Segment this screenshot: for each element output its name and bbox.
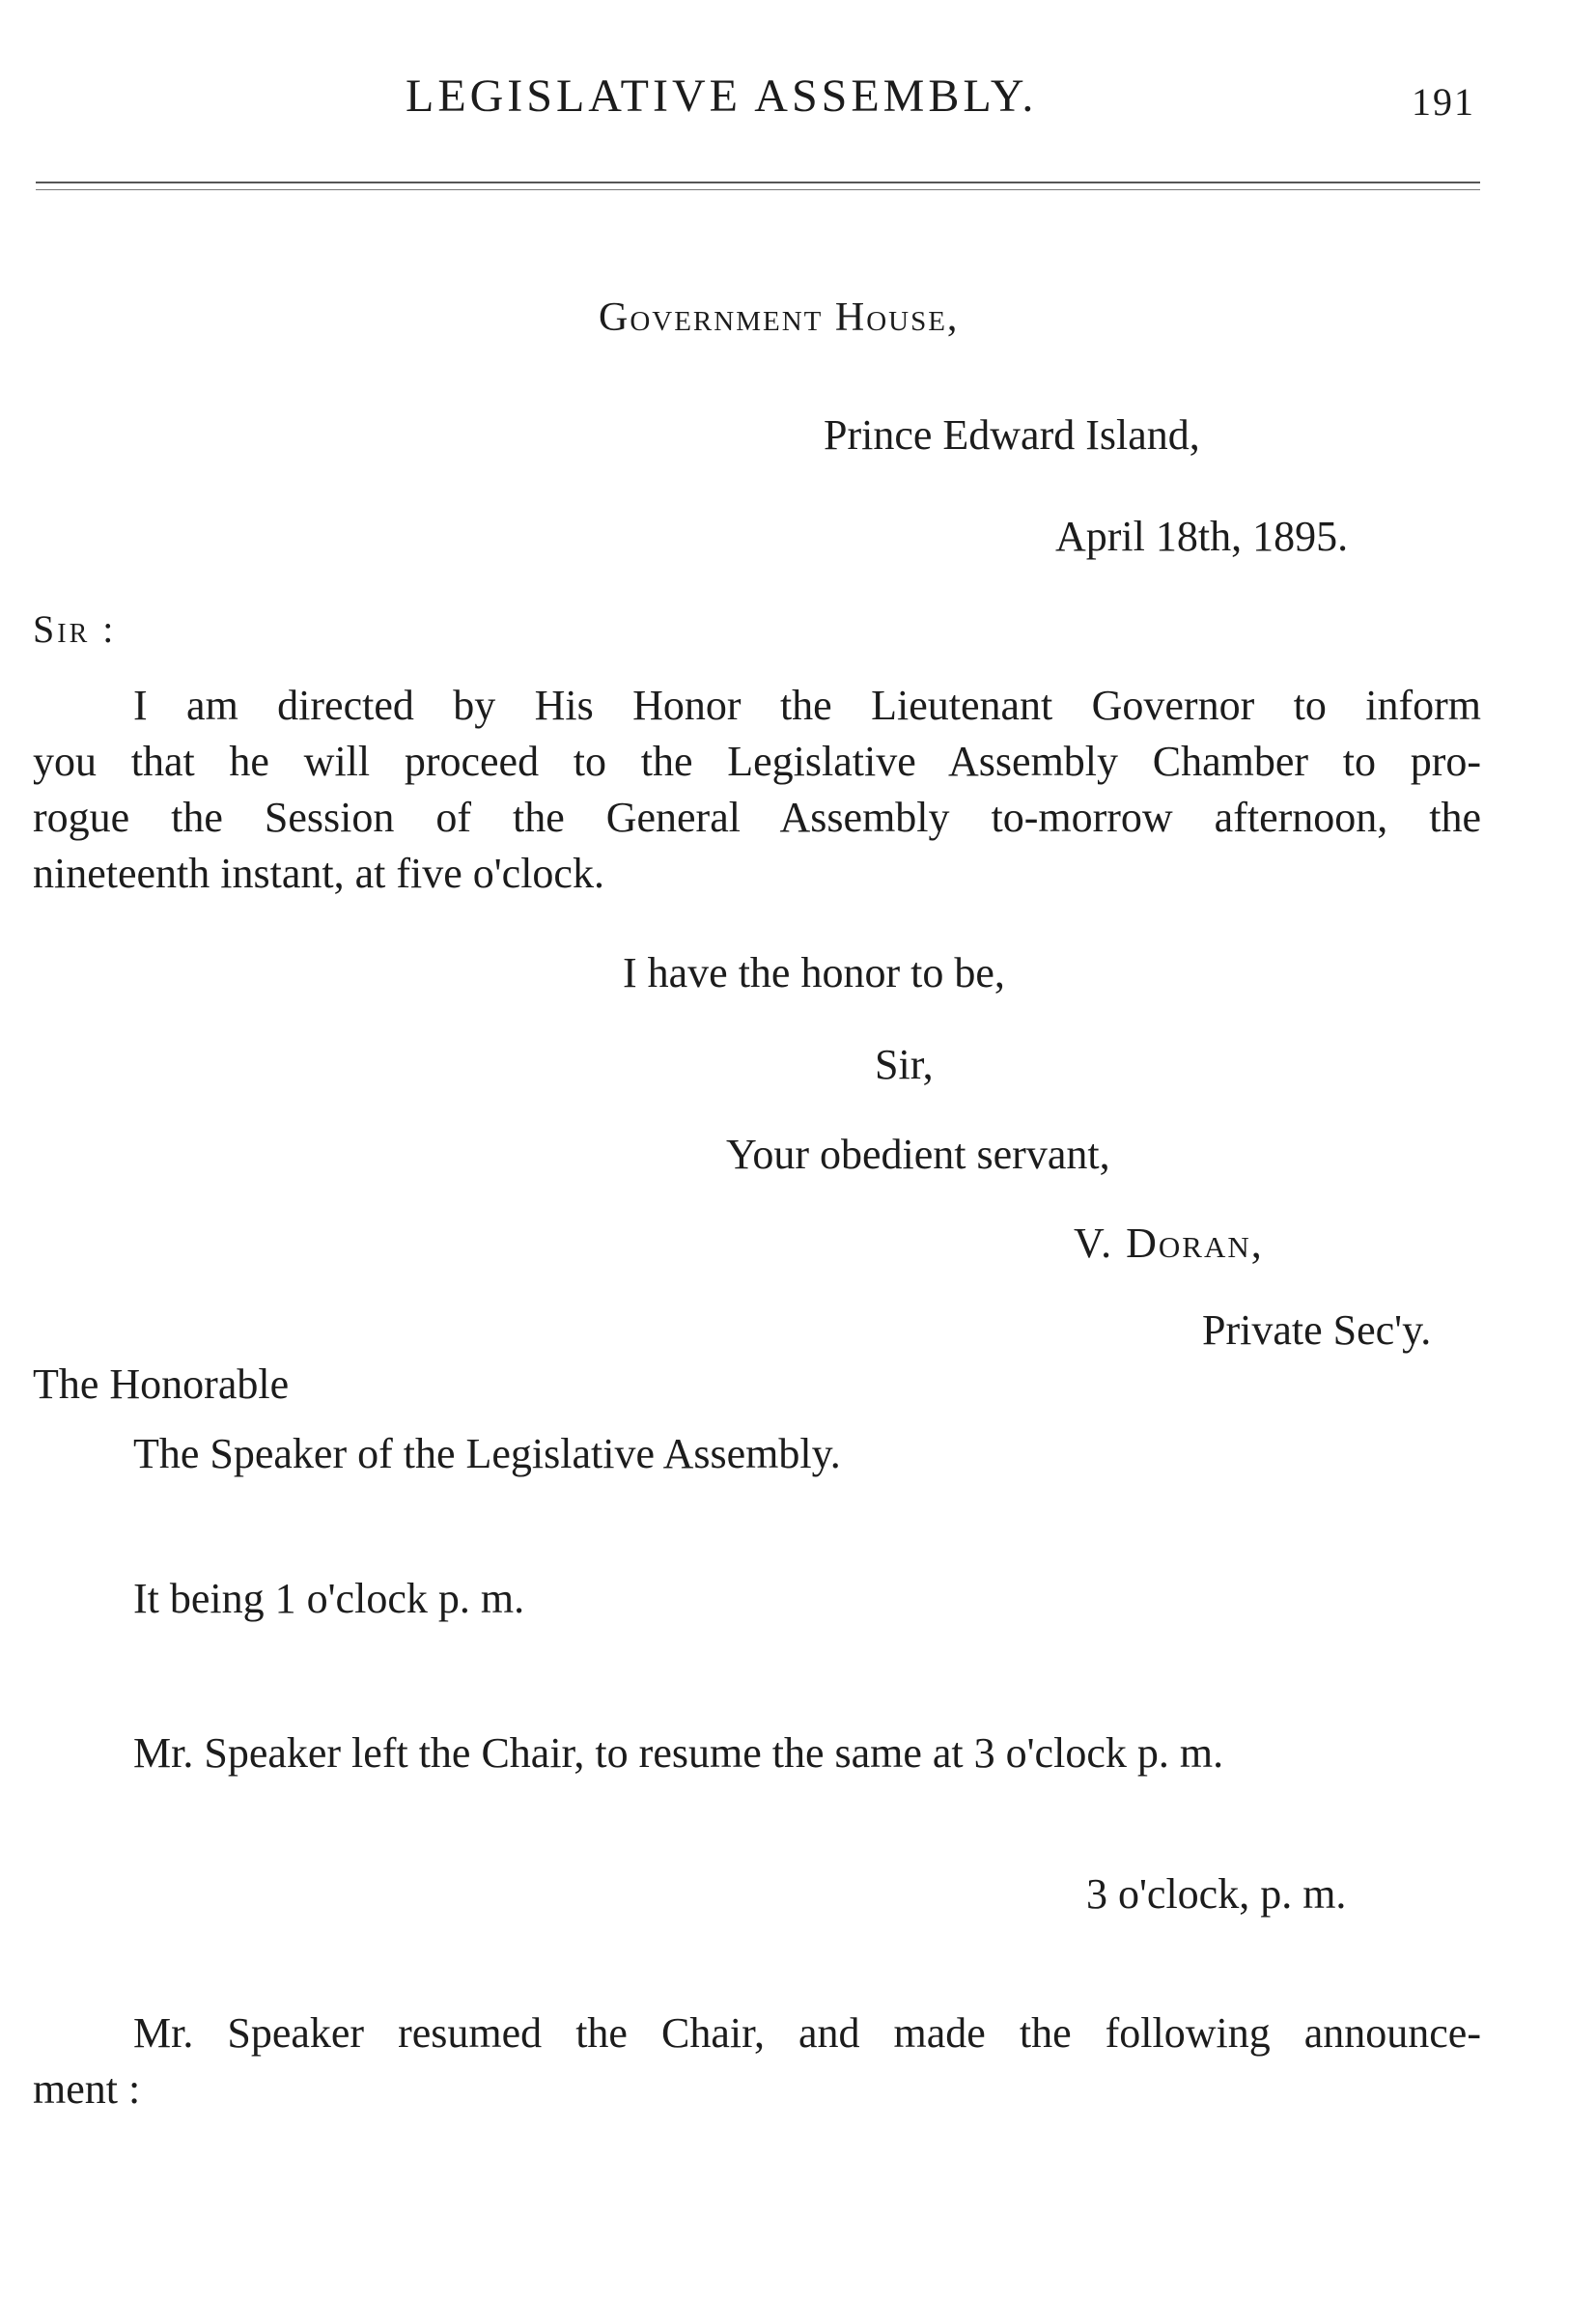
letter-body — [33, 678, 1481, 902]
proceedings-resume-time: 3 o'clock, p. m. — [1086, 1870, 1347, 1918]
letter-body-line: I am directed by His Honor the Lieutenant Governor to inform — [133, 682, 1481, 729]
page-number: 191 — [1412, 80, 1475, 124]
letter-heading: Government House, — [599, 295, 960, 340]
header-rule-secondary — [36, 189, 1480, 190]
running-title: LEGISLATIVE ASSEMBLY. — [406, 70, 1038, 122]
letter-body-line: you that he will proceed to the Legislative Assembly Chamber to pro- — [33, 738, 1481, 785]
header-rule — [36, 182, 1480, 183]
letter-date: April 18th, 1895. — [1055, 513, 1349, 560]
letter-signer: V. Doran, — [1074, 1220, 1264, 1267]
letter-closing: I have the honor to be, — [623, 949, 1005, 996]
letter-servant: Your obedient servant, — [726, 1131, 1110, 1178]
letter-body-line: rogue the Session of the General Assembly to-morrow afternoon, the — [33, 794, 1481, 841]
addressee-line-1: The Honorable — [33, 1360, 290, 1408]
letter-salutation: Sir : — [33, 607, 117, 651]
addressee-line-2: The Speaker of the Legislative Assembly. — [133, 1430, 841, 1477]
proceedings-resumed-line: Mr. Speaker resumed the Chair, and made the following announce- — [133, 2009, 1481, 2057]
letter-closing-sir: Sir, — [875, 1041, 934, 1088]
proceedings-left-chair: Mr. Speaker left the Chair, to resume the same at 3 o'clock p. m. — [133, 1729, 1224, 1777]
proceedings-resumed-line: ment : — [33, 2065, 141, 2113]
letter-body-line: nineteenth instant, at five o'clock. — [33, 850, 604, 897]
proceedings-resumed — [33, 2005, 1481, 2117]
letter-place: Prince Edward Island, — [824, 411, 1200, 459]
proceedings-time-note: It being 1 o'clock p. m. — [133, 1575, 525, 1622]
letter-signer-title: Private Sec'y. — [1202, 1306, 1432, 1354]
